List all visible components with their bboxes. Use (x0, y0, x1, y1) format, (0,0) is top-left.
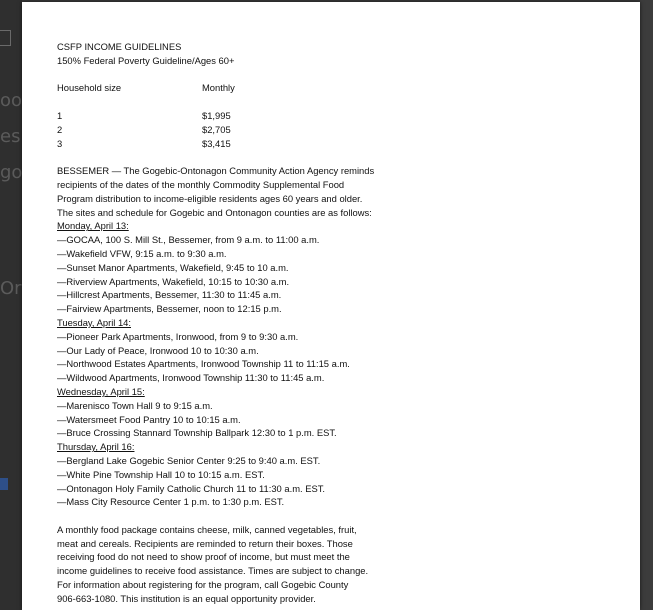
schedule-monday (57, 219, 407, 316)
schedule-item: —Hillcrest Apartments, Bessemer, 11:30 to 11:45 a.m. (57, 289, 282, 301)
document-icon (0, 30, 11, 46)
schedule-day-heading: Monday, April 13: (57, 220, 129, 232)
table-row (57, 137, 407, 151)
schedule-item: —Mass City Resource Center 1 p.m. to 1:30 p.m. EST. (57, 496, 285, 508)
schedule-wednesday (57, 385, 407, 440)
schedule-item: —Riverview Apartments, Wakefield, 10:15 to 10:30 a.m. (57, 275, 290, 287)
household-size-cell: 3 (57, 137, 63, 149)
schedule-item: —White Pine Township Hall 10 to 10:15 a.m. EST. (57, 468, 265, 480)
schedule-day-heading: Tuesday, April 14: (57, 316, 131, 328)
schedule-item: —Bruce Crossing Stannard Township Ballpark 12:30 to 1 p.m. EST. (57, 427, 337, 439)
monthly-amount-cell: $3,415 (202, 137, 231, 149)
monthly-amount-cell: $1,995 (202, 109, 231, 121)
paragraph-line: 906-663-1080. This institution is an equal opportunity provider. (57, 592, 316, 604)
paragraph-line: meat and cereals. Recipients are reminded to return their boxes. Those (57, 537, 353, 549)
document-subtitle: 150% Federal Poverty Guideline/Ages 60+ (57, 54, 235, 66)
header-household-size: Household size (57, 82, 122, 94)
schedule-item: —Ontonagon Holy Family Catholic Church 11 to 11:30 a.m. EST. (57, 482, 326, 494)
intro-paragraph (57, 164, 407, 219)
paragraph-line: Program distribution to income-eligible residents ages 60 years and older. (57, 192, 363, 204)
background-text-fragment: oo (0, 90, 23, 111)
background-accent (0, 478, 8, 490)
schedule-day-heading: Wednesday, April 15: (57, 385, 145, 397)
document-title: CSFP INCOME GUIDELINES (57, 41, 182, 52)
schedule-item: —Fairview Apartments, Bessemer, noon to 12:15 p.m. (57, 303, 282, 315)
closing-paragraph (57, 523, 407, 606)
header-monthly: Monthly (202, 82, 235, 94)
household-size-cell: 2 (57, 123, 63, 135)
schedule-item: —Wildwood Apartments, Ironwood Township 11:30 to 11:45 a.m. (57, 372, 325, 384)
paragraph-line: recipients of the dates of the monthly Commodity Supplemental Food (57, 178, 345, 190)
schedule-item: —Northwood Estates Apartments, Ironwood Township 11 to 11:15 a.m. (57, 358, 350, 370)
schedule-tuesday (57, 316, 407, 385)
schedule-item: —Wakefield VFW, 9:15 a.m. to 9:30 a.m. (57, 247, 227, 259)
schedule-thursday (57, 440, 407, 509)
schedule-item: —Our Lady of Peace, Ironwood 10 to 10:30 a.m. (57, 344, 259, 356)
background-window-edge (0, 0, 22, 610)
schedule-item: —Sunset Manor Apartments, Wakefield, 9:45 to 10 a.m. (57, 261, 289, 273)
schedule-item: —GOCAA, 100 S. Mill St., Bessemer, from 9 a.m. to 11:00 a.m. (57, 234, 320, 246)
document-content (57, 40, 407, 606)
paragraph-line: A monthly food package contains cheese, milk, canned vegetables, fruit, (57, 523, 357, 535)
schedule-item: —Watersmeet Food Pantry 10 to 10:15 a.m. (57, 413, 241, 425)
schedule-item: —Bergland Lake Gogebic Senior Center 9:25 to 9:40 a.m. EST. (57, 454, 321, 466)
paragraph-line: For information about registering for the program, call Gogebic County (57, 579, 349, 591)
monthly-amount-cell: $2,705 (202, 123, 231, 135)
income-table-header (57, 81, 407, 95)
document-page (22, 2, 640, 610)
table-row (57, 123, 407, 137)
schedule-item: —Pioneer Park Apartments, Ironwood, from 9 to 9:30 a.m. (57, 330, 299, 342)
schedule-day-heading: Thursday, April 16: (57, 441, 135, 453)
background-text-fragment: go (0, 162, 23, 183)
household-size-cell: 1 (57, 109, 63, 121)
paragraph-line: BESSEMER — The Gogebic-Ontonagon Community Action Agency reminds (57, 165, 375, 177)
table-row (57, 109, 407, 123)
background-text-fragment: es (0, 126, 21, 147)
background-right-edge (640, 0, 653, 610)
schedule-item: —Marenisco Town Hall 9 to 9:15 a.m. (57, 399, 213, 411)
paragraph-line: income guidelines to receive food assistance. Times are subject to change. (57, 565, 369, 577)
paragraph-line: receiving food do not need to show proof of income, but must meet the (57, 551, 350, 563)
paragraph-line: The sites and schedule for Gogebic and Ontonagon counties are as follows: (57, 206, 372, 218)
background-text-fragment: Or (0, 278, 22, 299)
